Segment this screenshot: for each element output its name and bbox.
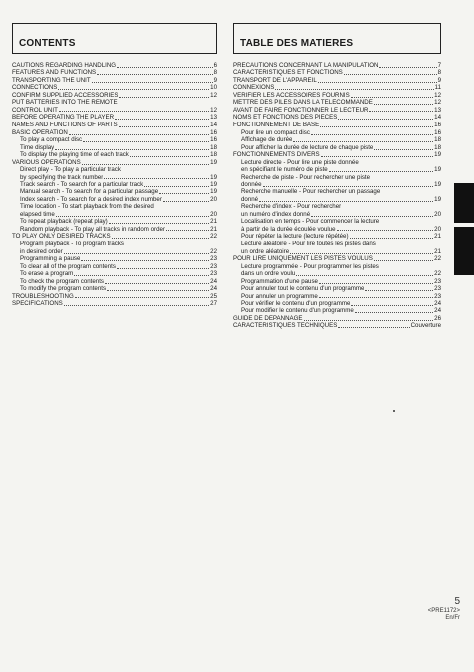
contents-entry	[12, 255, 217, 262]
tdm-entry-page: 23	[434, 277, 441, 285]
dot-leader	[369, 111, 433, 112]
tdm-entry-title: à partir de la durée écoulée voulue	[241, 225, 336, 233]
tdm-entry-title: Pour annuler un programme	[241, 292, 318, 300]
contents-entry-title: Track search - To search for a particular track	[20, 181, 144, 188]
tdm-entry-page: 14	[434, 114, 441, 122]
contents-entry-title: Random playback - To play all tracks in random order	[20, 225, 165, 233]
tdm-entry-page: 18	[434, 136, 441, 144]
edge-thumb-tab-english	[454, 183, 474, 223]
contents-entry-title: CONTROL UNIT	[12, 106, 58, 114]
contents-entry	[12, 62, 217, 69]
contents-entry-title: To repeat playback (repeat play)	[20, 218, 108, 226]
tdm-entry	[233, 122, 441, 129]
tdm-entry	[233, 84, 441, 91]
tdm-entry-page: 13	[434, 106, 441, 114]
dot-leader	[304, 320, 434, 321]
contents-entry-title: Programming a pause	[20, 255, 81, 263]
dot-leader	[163, 201, 209, 202]
tdm-entry-title: CARACTERISTIQUES TECHNIQUES	[233, 322, 338, 330]
tdm-entry-page: 20	[434, 225, 441, 233]
contents-entry-page: 8	[213, 69, 217, 77]
tdm-entry	[233, 166, 441, 173]
contents-entry-page: 24	[210, 277, 217, 285]
dot-leader	[290, 253, 433, 254]
tdm-entry	[233, 263, 441, 270]
contents-entry-page: 23	[210, 262, 217, 270]
contents-entry	[12, 203, 217, 210]
contents-entry-title: BASIC OPERATION	[12, 128, 68, 136]
tdm-entry-page: 19	[434, 181, 441, 188]
tdm-entry-title: un ordre aléatoire	[241, 247, 290, 255]
tdm-entry-page: 16	[434, 128, 441, 136]
contents-entry-page: 12	[210, 106, 217, 114]
edge-thumb-tab-french	[454, 227, 474, 275]
tdm-entry	[233, 69, 441, 76]
tdm-entry-title: Pour modifier le contenu d'un programme	[241, 307, 354, 315]
dot-leader	[105, 283, 209, 284]
tdm-entry-page: 12	[434, 91, 441, 99]
tdm-entry-page: 24	[434, 307, 441, 315]
dot-leader	[64, 253, 209, 254]
contents-entry-page: 22	[210, 247, 217, 255]
tdm-entry	[233, 107, 441, 114]
contents-entry	[12, 278, 217, 285]
tdm-entry	[233, 307, 441, 314]
tdm-entry	[233, 136, 441, 143]
tdm-entry	[233, 92, 441, 99]
contents-entry	[12, 181, 217, 188]
contents-entry	[12, 159, 217, 166]
contents-entry-title: Program playback - To program tracks	[20, 240, 124, 248]
dot-leader	[112, 238, 210, 239]
tdm-entry	[233, 255, 441, 262]
tdm-entry	[233, 159, 441, 166]
tdm-entry	[233, 151, 441, 158]
contents-entry-title: VARIOUS OPERATIONS	[12, 158, 81, 166]
tdm-entry	[233, 181, 441, 188]
tdm-entry	[233, 285, 441, 292]
contents-entry-page: 19	[210, 188, 217, 196]
contents-entry-page: 12	[210, 91, 217, 99]
contents-entry-page: 21	[210, 225, 217, 233]
contents-entry	[12, 69, 217, 76]
dot-leader	[320, 126, 433, 127]
contents-entry-page: 24	[210, 285, 217, 293]
tdm-entry-title: un numéro d'index donné	[241, 210, 311, 218]
tdm-entry-title: Recherche d'index - Pour rechercher	[241, 203, 342, 211]
tdm-entry-title: TRANSPORT DE L'APPAREIL	[233, 76, 317, 84]
tdm-entry-page: 22	[434, 270, 441, 278]
tdm-entry-title: Recherche manuelle - Pour rechercher un passage	[241, 188, 381, 196]
contents-entry-page: 19	[210, 173, 217, 181]
tdm-entry-title: PRECAUTIONS CONCERNANT LA MANIPULATION	[233, 62, 379, 69]
dot-leader	[59, 111, 209, 112]
dot-leader	[130, 156, 209, 157]
page-footer	[428, 596, 460, 622]
tdm-entry	[233, 203, 441, 210]
dot-leader	[318, 82, 437, 83]
contents-entry-title: by specifying the track number	[20, 173, 104, 181]
dot-leader	[311, 216, 433, 217]
dot-leader	[109, 223, 209, 224]
contents-entry-title: CONNECTIONS	[12, 84, 58, 92]
dot-leader	[159, 193, 209, 194]
tdm-entry-page: 8	[437, 69, 441, 77]
tdm-entry-title: Affichage de durée	[241, 136, 293, 144]
contents-entry-page: 6	[213, 62, 217, 69]
dot-leader	[64, 305, 209, 306]
dot-leader	[97, 74, 212, 75]
tdm-entry-title: donné	[241, 195, 259, 203]
contents-entry-title: To erase a program	[20, 270, 74, 278]
contents-entry-page: 9	[213, 76, 217, 84]
contents-entry	[12, 166, 217, 173]
tdm-entry-page: 21	[434, 233, 441, 241]
contents-entry-page: 16	[210, 136, 217, 144]
contents-entry-title: BEFORE OPERATING THE PLAYER	[12, 114, 115, 122]
tdm-entry-page: 26	[434, 314, 441, 322]
contents-entry-title: To play a compact disc	[20, 136, 83, 144]
dot-leader	[104, 178, 209, 179]
contents-entry	[12, 122, 217, 129]
contents-entry-page: 13	[210, 114, 217, 122]
contents-entry	[12, 218, 217, 225]
dot-leader	[350, 238, 434, 239]
tdm-entry-title: donnée	[241, 181, 262, 188]
dot-leader	[337, 230, 434, 231]
table-des-matieres-column	[233, 23, 441, 330]
contents-entry-page: 25	[210, 292, 217, 300]
contents-entry-title: NAMES AND FUNCTIONS OF PARTS	[12, 121, 118, 129]
tdm-entry-page: Couverture	[410, 322, 441, 330]
dot-leader	[374, 104, 433, 105]
dot-leader	[55, 149, 209, 150]
contents-entry	[12, 99, 217, 106]
contents-entry	[12, 77, 217, 84]
tdm-entry-page: 11	[434, 84, 441, 92]
tdm-entry	[233, 278, 441, 285]
contents-entry	[12, 300, 217, 307]
contents-entry	[12, 107, 217, 114]
contents-entry-title: Manual search - To search for a particular passage	[20, 188, 159, 196]
tdm-entry	[233, 300, 441, 307]
contents-entry-title: To modify the program contents	[20, 285, 107, 293]
tdm-entry-title: CARACTERISTIQUES ET FONCTIONS	[233, 69, 343, 77]
dot-leader	[81, 260, 209, 261]
contents-entry-title: TROUBLESHOOTING	[12, 292, 74, 300]
contents-entry-page: 10	[210, 84, 217, 92]
dot-leader	[56, 216, 209, 217]
contents-entry-title: elapsed time	[20, 210, 55, 218]
contents-entry-page: 19	[210, 158, 217, 166]
tdm-entry-page: 21	[434, 247, 441, 255]
tdm-entry-title: CONNEXIONS	[233, 84, 275, 92]
table-des-matieres-list	[233, 62, 441, 330]
tdm-entry-title: GUIDE DE DEPANNAGE	[233, 314, 303, 322]
contents-entry-title: PUT BATTERIES INTO THE REMOTE	[12, 99, 118, 107]
dot-leader	[115, 119, 209, 120]
contents-column	[12, 23, 217, 307]
contents-entry-title: CONFIRM SUPPLIED ACCESSORIES	[12, 91, 119, 99]
dot-leader	[107, 290, 209, 291]
contents-entry-title: TO PLAY ONLY DESIRED TRACKS	[12, 233, 111, 241]
tdm-entry-title: Lecture programmée - Pour programmer les pistes	[241, 262, 379, 270]
tdm-entry	[233, 174, 441, 181]
tdm-entry	[233, 226, 441, 233]
dot-leader	[74, 275, 209, 276]
tdm-entry-title: en spécifiant le numéro de piste	[241, 166, 328, 174]
dot-leader	[296, 275, 433, 276]
tdm-entry	[233, 99, 441, 106]
dot-leader	[75, 297, 209, 298]
tdm-entry-title: Pour annuler tout le contenu d'un programme	[241, 285, 365, 293]
tdm-entry	[233, 218, 441, 225]
contents-entry-title: To display the playing time of each track	[20, 151, 129, 159]
dot-leader	[351, 97, 433, 98]
tdm-entry	[233, 322, 441, 329]
tdm-entry-page: 19	[434, 166, 441, 174]
contents-entry	[12, 129, 217, 136]
tdm-entry	[233, 315, 441, 322]
tdm-entry-page: 19	[434, 195, 441, 203]
dot-leader	[293, 141, 433, 142]
contents-entry	[12, 144, 217, 151]
tdm-entry-title: Localisation en temps - Pour commencer la lecture	[241, 218, 380, 226]
dot-leader	[338, 119, 433, 120]
tdm-entry-page: 24	[434, 300, 441, 307]
contents-entry-page: 22	[210, 233, 217, 241]
contents-entry-title: TRANSPORTING THE UNIT	[12, 76, 91, 84]
dot-leader	[374, 149, 433, 150]
tdm-entry-page: 16	[434, 121, 441, 129]
dot-leader	[82, 164, 209, 165]
contents-entry-title: FEATURES AND FUNCTIONS	[12, 69, 97, 77]
tdm-entry-page: 12	[434, 99, 441, 107]
tdm-entry-page: 22	[434, 255, 441, 263]
contents-entry	[12, 196, 217, 203]
contents-entry-page: 27	[210, 300, 217, 307]
contents-entry	[12, 270, 217, 277]
dot-leader	[69, 134, 209, 135]
contents-entry-title: Index search - To search for a desired index number	[20, 195, 162, 203]
contents-entry	[12, 211, 217, 218]
contents-entry-title: Time display	[20, 143, 55, 151]
dot-leader	[379, 67, 436, 68]
contents-entry-page: 21	[210, 218, 217, 226]
tdm-entry-page: 23	[434, 292, 441, 300]
tdm-entry-title: Programmation d'une pause	[241, 277, 318, 285]
tdm-entry-title: Recherche de piste - Pour rechercher une piste	[241, 173, 371, 181]
contents-entry-title: To check the program contents	[20, 277, 104, 285]
tdm-entry-title: NOMS ET FONCTIONS DES PIECES	[233, 114, 338, 122]
tdm-entry	[233, 62, 441, 69]
tdm-entry-title: Pour répéter la lecture (lecture répétée)	[241, 233, 349, 241]
dot-leader	[275, 89, 433, 90]
tdm-entry	[233, 233, 441, 240]
dot-leader	[338, 327, 409, 328]
tdm-entry	[233, 270, 441, 277]
tdm-entry	[233, 241, 441, 248]
contents-entry-title: CAUTIONS REGARDING HANDLING	[12, 62, 117, 69]
contents-entry	[12, 293, 217, 300]
contents-entry	[12, 84, 217, 91]
tdm-entry-title: Pour afficher la durée de lecture de chaque piste	[241, 143, 374, 151]
document-code: <PRE1172>	[427, 608, 460, 614]
contents-entry	[12, 114, 217, 121]
contents-header-box	[12, 23, 217, 54]
dot-leader	[259, 201, 433, 202]
tdm-entry-page: 20	[434, 210, 441, 218]
tdm-entry-title: VERIFIER LES ACCESSOIRES FOURNIS	[233, 91, 350, 99]
tdm-entry-title: FONCTIONNEMENTS DIVERS	[233, 151, 320, 159]
contents-list	[12, 62, 217, 307]
tdm-entry-title: Lecture aléatoire - Pour lire toutes les pistes dans	[241, 240, 376, 248]
tdm-entry	[233, 293, 441, 300]
tdm-entry-title: dans un ordre voulu	[241, 270, 296, 278]
dot-leader	[58, 89, 209, 90]
contents-entry	[12, 174, 217, 181]
tdm-entry-title: METTRE DES PILES DANS LA TELECOMMANDE	[233, 99, 373, 107]
tdm-entry	[233, 211, 441, 218]
contents-entry-page: 23	[210, 270, 217, 278]
dot-leader	[311, 134, 433, 135]
contents-entry	[12, 285, 217, 292]
contents-entry	[12, 151, 217, 158]
contents-entry	[12, 241, 217, 248]
contents-entry-title: To clear all of the program contents	[20, 262, 116, 270]
language-code: En/Fr	[445, 615, 460, 621]
tdm-entry-title: Pour lire un compact disc	[241, 128, 310, 136]
dot-leader	[117, 67, 213, 68]
page-number: 5	[454, 596, 460, 607]
contents-entry	[12, 188, 217, 195]
dot-leader	[319, 283, 433, 284]
contents-entry-page: 16	[210, 128, 217, 136]
dot-leader	[329, 171, 433, 172]
dot-leader	[92, 82, 213, 83]
contents-entry	[12, 226, 217, 233]
contents-entry	[12, 233, 217, 240]
dot-leader	[83, 141, 209, 142]
contents-entry	[12, 136, 217, 143]
scan-speck	[393, 410, 395, 412]
table-des-matieres-header-box	[233, 23, 441, 54]
contents-entry-title: Time location - To start playback from the desired	[20, 203, 154, 211]
tdm-entry-page: 19	[434, 151, 441, 159]
tdm-entry-page: 23	[434, 285, 441, 293]
tdm-entry-title: AVANT DE FAIRE FONCTIONNER LE LECTEUR	[233, 106, 369, 114]
tdm-entry-title: Pour vérifier le contenu d'un programme	[241, 300, 351, 307]
contents-entry	[12, 92, 217, 99]
contents-entry-page: 23	[210, 255, 217, 263]
dot-leader	[263, 186, 434, 187]
tdm-entry-title: FONCTIONNEMENT DE BASE	[233, 121, 320, 129]
dot-leader	[119, 126, 210, 127]
contents-entry-title: in desired order	[20, 247, 63, 255]
tdm-entry-page: 9	[437, 76, 441, 84]
tdm-entry-page: 7	[437, 62, 441, 69]
contents-entry-title: Direct play - To play a particular track	[20, 166, 121, 174]
tdm-entry	[233, 77, 441, 84]
contents-heading: CONTENTS	[19, 38, 76, 49]
dot-leader	[321, 156, 434, 157]
contents-entry-page: 18	[210, 151, 217, 159]
tdm-entry-title: POUR LIRE UNIQUEMENT LES PISTES VOULUS	[233, 255, 373, 263]
dot-leader	[117, 268, 209, 269]
contents-entry	[12, 263, 217, 270]
tdm-entry-page: 18	[434, 143, 441, 151]
contents-entry-page: 20	[210, 210, 217, 218]
tdm-entry	[233, 129, 441, 136]
dot-leader	[374, 260, 433, 261]
contents-entry-page: 20	[210, 195, 217, 203]
contents-entry-page: 14	[210, 121, 217, 129]
dot-leader	[344, 74, 437, 75]
dot-leader	[144, 186, 209, 187]
tdm-entry	[233, 188, 441, 195]
contents-entry-page: 18	[210, 143, 217, 151]
contents-entry-page: 19	[210, 181, 217, 188]
dot-leader	[319, 297, 433, 298]
contents-entry	[12, 248, 217, 255]
tdm-entry-title: Lecture directe - Pour lire une piste donnée	[241, 158, 359, 166]
dot-leader	[119, 97, 209, 98]
dot-leader	[365, 290, 433, 291]
tdm-entry	[233, 114, 441, 121]
tdm-entry	[233, 144, 441, 151]
dot-leader	[166, 230, 209, 231]
tdm-entry	[233, 196, 441, 203]
contents-entry-title: SPECIFICATIONS	[12, 300, 63, 307]
tdm-entry	[233, 248, 441, 255]
dot-leader	[351, 305, 433, 306]
dot-leader	[355, 312, 433, 313]
table-des-matieres-heading: TABLE DES MATIERES	[240, 38, 354, 49]
